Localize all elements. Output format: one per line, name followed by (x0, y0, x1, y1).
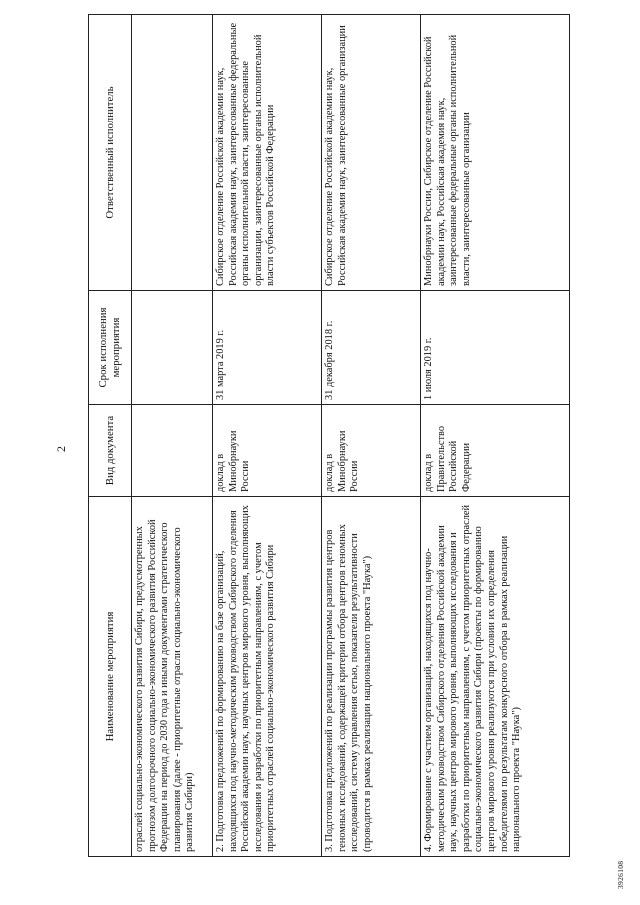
table-row (421, 15, 570, 857)
cell-responsible: Минобрнауки России, Сибирское отделение Российской академии наук, Российская академия наук, заинтересованные федеральные органы исполнительной власти, заинтересованные организации (421, 15, 570, 291)
cell-name: 4. Формирование с участием организаций, находящихся под научно-методическим руководством Сибирского отделения Российской академии наук, научных центров мирового уровня, выполняющих исследования и разработки по приоритетным направлениям, с учетом приоритетных отраслей социально-экономического развития Сибири (проекты по формированию центров мирового уровня реализуются при условии их определения победителями по результатам конкурсного отбора в рамках реализации национального проекта "Наука") (421, 497, 570, 857)
cell-term: 31 декабря 2018 г. (322, 291, 421, 405)
activities-table (88, 14, 570, 857)
table-row (322, 15, 421, 857)
header-name: Наименование мероприятия (89, 497, 132, 857)
cell-responsible: Сибирское отделение Российской академии наук, Российская академия наук, заинтересованные федеральные органы исполнительной власти, заинтересованные организации, заинтересованные органы исполнительной власти субъектов Российской Федерации (213, 15, 322, 291)
header-term: Срок исполнения мероприятия (89, 291, 132, 405)
cell-document: доклад в Минобрнауки России (213, 405, 322, 497)
cell-term (132, 291, 213, 405)
document-id: 3926108 (616, 860, 625, 889)
cell-term: 1 июля 2019 г. (421, 291, 570, 405)
header-document: Вид документа (89, 405, 132, 497)
table-row (213, 15, 322, 857)
cell-document: доклад в Минобрнауки России (322, 405, 421, 497)
cell-responsible: Сибирское отделение Российской академии наук, Российская академия наук, заинтересованные организации (322, 15, 421, 291)
cell-document: доклад в Правительство Российской Федерации (421, 405, 570, 497)
cell-document (132, 405, 213, 497)
table-row (132, 15, 213, 857)
page-number: 2 (54, 446, 68, 452)
cell-name: отраслей социально-экономического развития Сибири, предусмотренных прогнозом долгосрочного социально-экономического развития Российской Федерации на период до 2030 года и иными документами стратегического планирования (далее - приоритетные отрасли социально-экономического развития Сибири) (132, 497, 213, 857)
cell-name: 2. Подготовка предложений по формированию на базе организаций, находящихся под научно-методическим руководством Сибирского отделения Российской академии наук, научных центров мирового уровня, выполняющих исследования и разработки по приоритетным направлениям, с учетом приоритетных отраслей социально-экономического развития Сибири (213, 497, 322, 857)
cell-term: 31 марта 2019 г. (213, 291, 322, 405)
cell-responsible (132, 15, 213, 291)
cell-name: 3. Подготовка предложений по реализации программы развития центров геномных исследований, содержащей критерии отбора центров геномных исследований, систему управления сетью, показатели результативности (проводится в рамках реализации национального проекта "Наука") (322, 497, 421, 857)
table-header-row (89, 15, 132, 857)
header-responsible: Ответственный исполнитель (89, 15, 132, 291)
